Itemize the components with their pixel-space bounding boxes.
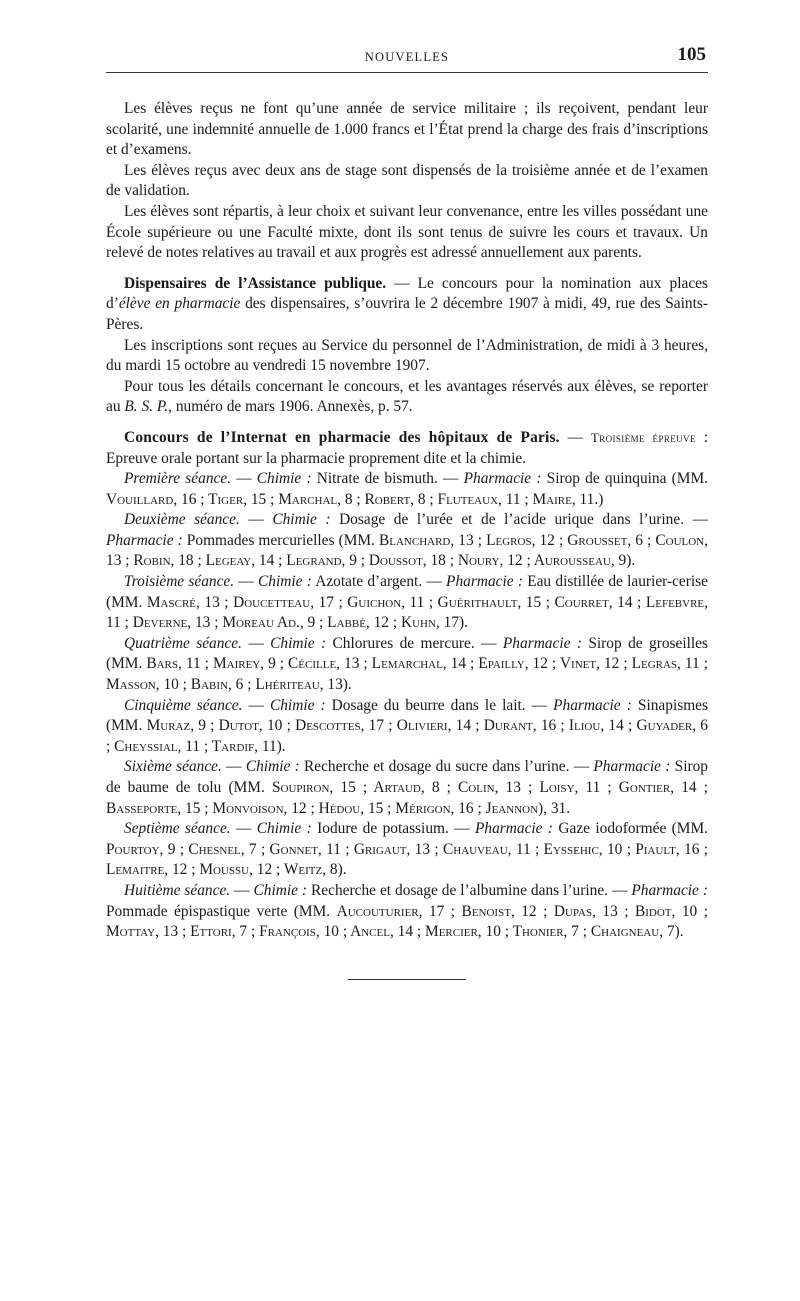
pharmacie-subject: Eau distillée de laurier-cerise (MM. <box>106 573 708 611</box>
paragraph-inscriptions: Les inscriptions sont reçues au Service du personnel de l’Administration, de midi à 3 heures, du mardi 15 octobre au vendredi 15 novembre 1907. <box>106 336 708 375</box>
page-header <box>106 42 708 73</box>
chimie-subject: Recherche et dosage de l’albumine dans l’urine. — <box>307 881 632 899</box>
concours-text: : Epreuve orale portant sur la pharmacie proprement dite et la chimie. <box>106 428 708 467</box>
pharmacie-subject: Sinapismes (MM. <box>106 696 708 735</box>
pharmacie-subject: Sirop de groseilles (MM. <box>106 634 708 673</box>
candidate-list: Pourtoy, 9 ; Chesnel, 7 ; Gonnet, 11 ; Grigaut, 13 ; Chauveau, 11 ; Eyssehic, 10 ; Piault, 16 ; Lemaitre, 12 ; Moussu, 12 ; Weitz, 8). <box>106 840 708 879</box>
dispensaires-text-a: — Le concours pour la nomination aux places d’ <box>106 274 708 313</box>
candidate-list: Mascré, 13 ; Doucetteau, 17 ; Guichon, 11 ; Guérithault, 15 ; Courret, 14 ; Lefebvre, 11 ; Deverne, 13 ; Moreau Ad., 9 ; Labbé, 12 ; Kuhn, 17). <box>106 593 708 632</box>
pharmacie-label: Pharmacie : <box>446 573 523 591</box>
candidate-list: Aucouturier, 17 ; Benoist, 12 ; Dupas, 13 ; Bidot, 10 ; Mottay, 13 ; Ettori, 7 ; François, 10 ; Ancel, 14 ; Mercier, 10 ; Thonier, 7 ; Chaigneau, 7). <box>106 902 708 941</box>
candidate-list: Muraz, 9 ; Dutot, 10 ; Descottes, 17 ; Olivieri, 14 ; Durant, 16 ; Iliou, 14 ; Guyader, 6 ; Cheyssial, 11 ; Tardif, 11). <box>106 717 708 755</box>
pharmacie-label: Pharmacie : <box>502 634 582 652</box>
details-text-a: Pour tous les détails concernant le concours, et les avantages réservés aux élèves, se reporter au <box>106 377 708 416</box>
chimie-subject: Dosage du beurre dans le lait. — <box>325 696 554 714</box>
chimie-subject: Dosage de l’urée et de l’acide urique dans l’urine. — <box>330 511 709 529</box>
session-sixth: Sixième séance. — Chimie : Recherche et dosage du sucre dans l’urine. — Pharmacie : Sirop de baume de tolu (MM. Soupiron, 15 ; Artaud, 8 ; Colin, 13 ; Loisy, 11 ; Gontier, 14 ; Basseporte, 15 ; Monvoison, 12 ; Hédou, 15 ; Mérigon, 16 ; Jeannon), 31. <box>106 758 708 817</box>
chimie-label: Chimie : <box>245 758 300 776</box>
session-label: Sixième séance. <box>124 758 222 776</box>
chimie-label: Chimie : <box>269 696 326 714</box>
chimie-subject: Recherche et dosage du sucre dans l’urine. — <box>299 758 594 776</box>
pharmacie-label: Pharmacie : <box>106 531 183 549</box>
pharmacie-label: Pharmacie : <box>474 820 554 838</box>
concours-heading: Concours de l’Internat en pharmacie des hôpitaux de Paris. <box>124 428 560 446</box>
pharmacie-label: Pharmacie : <box>463 470 542 488</box>
pharmacie-label: Pharmacie : <box>593 758 671 776</box>
chimie-label: Chimie : <box>256 820 312 838</box>
session-fifth: Cinquième séance. — Chimie : Dosage du beurre dans le lait. — Pharmacie : Sinapismes (MM. Muraz, 9 ; Dutot, 10 ; Descottes, 17 ; Olivieri, 14 ; Durant, 16 ; Iliou, 14 ; Guyader, 6 ; Cheyssial, 11 ; Tardif, 11). <box>106 696 708 755</box>
pharmacie-subject: Pommade épispastique verte (MM. <box>106 902 337 920</box>
session-label: Septième séance. <box>124 820 231 838</box>
dispensaires-text-italic: élève en pharmacie <box>118 295 241 313</box>
session-label: Quatrième séance. <box>124 634 242 652</box>
session-third: Troisième séance. — Chimie : Azotate d’argent. — Pharmacie : Eau distillée de laurier-cerise (MM. Mascré, 13 ; Doucetteau, 17 ; Guichon, 11 ; Guérithault, 15 ; Courret, 14 ; Lefebvre, 11 ; Deverne, 13 ; Moreau Ad., 9 ; Labbé, 12 ; Kuhn, 17). <box>106 573 708 632</box>
pharmacie-subject: Gaze iodoformée (MM. <box>553 820 709 838</box>
chimie-subject: Nitrate de bismuth. — <box>311 470 464 488</box>
chimie-label: Chimie : <box>270 634 327 652</box>
session-label: Huitième séance. <box>124 881 231 899</box>
document-page <box>106 42 708 980</box>
paragraph-dispensaires <box>106 274 708 336</box>
paragraph-concours <box>106 428 708 469</box>
concours-epreuve: Troisième épreuve <box>590 429 696 445</box>
chimie-label: Chimie : <box>256 470 312 488</box>
candidate-list: Bars, 11 ; Mairey, 9 ; Cécille, 13 ; Lemarchal, 14 ; Epailly, 12 ; Vinet, 12 ; Legras, 11 ; Masson, 10 ; Babin, 6 ; Lhériteau, 13). <box>106 655 708 694</box>
pharmacie-label: Pharmacie : <box>631 881 708 899</box>
page-number: 105 <box>677 44 706 65</box>
paragraph-stage: Les élèves reçus avec deux ans de stage sont dispensés de la troisième année et de l’examen de validation. <box>106 161 708 200</box>
details-text-c: , numéro de mars 1906. Annexès, p. 57. <box>168 398 413 416</box>
chimie-subject: Azotate d’argent. — <box>311 573 447 591</box>
paragraph-repartition: Les élèves sont répartis, à leur choix et suivant leur convenance, entre les villes possédant une École supérieure ou une Faculté mixte, dont ils sont tenus de suivre les cours et travaux. Un relevé de notes relatives au travail et aux progrès est adressé annuellement aux parents. <box>106 202 708 262</box>
pharmacie-subject: Sirop de baume de tolu (MM. <box>106 758 708 796</box>
session-fourth: Quatrième séance. — Chimie : Chlorures de mercure. — Pharmacie : Sirop de groseilles (MM. Bars, 11 ; Mairey, 9 ; Cécille, 13 ; Lemarchal, 14 ; Epailly, 12 ; Vinet, 12 ; Legras, 11 ; Masson, 10 ; Babin, 6 ; Lhériteau, 13). <box>106 634 708 694</box>
pharmacie-subject: Pommades mercurielles (MM. <box>182 531 379 549</box>
chimie-subject: Chlorures de mercure. — <box>326 634 503 652</box>
paragraph-indemnity: Les élèves reçus ne font qu’une année de service militaire ; ils reçoivent, pendant leur scolarité, une indemnité annuelle de 1.000 francs et l’État prend la charge des frais d’inscriptions et d’examens. <box>106 100 708 159</box>
pharmacie-subject: Sirop de quinquina (MM. <box>541 470 708 488</box>
candidate-list: Blanchard, 13 ; Legros, 12 ; Grousset, 6 ; Coulon, 13 ; Robin, 18 ; Legeay, 14 ; Legrand, 9 ; Doussot, 18 ; Noury, 12 ; Aurousseau, 9). <box>106 531 708 570</box>
pharmacie-label: Pharmacie : <box>553 696 632 714</box>
chimie-label: Chimie : <box>258 573 312 591</box>
concours-dash: — <box>559 428 591 446</box>
details-reference: B. S. P. <box>124 398 169 416</box>
session-eighth: Huitième séance. — Chimie : Recherche et dosage de l’albumine dans l’urine. — Pharmacie : Pommade épispastique verte (MM. Aucouturier, 17 ; Benoist, 12 ; Dupas, 13 ; Bidot, 10 ; Mottay, 13 ; Ettori, 7 ; François, 10 ; Ancel, 14 ; Mercier, 10 ; Thonier, 7 ; Chaigneau, 7). <box>106 881 708 941</box>
session-label: Deuxième séance. <box>124 511 240 529</box>
dispensaires-heading: Dispensaires de l’Assistance publique. <box>124 274 387 292</box>
session-label: Cinquième séance. <box>124 696 243 714</box>
candidate-list: Soupiron, 15 ; Artaud, 8 ; Colin, 13 ; Loisy, 11 ; Gontier, 14 ; Basseporte, 15 ; Monvoison, 12 ; Hédou, 15 ; Mérigon, 16 ; Jeannon), 31. <box>106 779 708 817</box>
chimie-subject: Iodure de potassium. — <box>311 820 475 838</box>
dispensaires-text-c: des dispensaires, s’ouvrira le 2 décembre 1907 à midi, 49, rue des Saints-Pères. <box>106 295 708 333</box>
session-seventh: Septième séance. — Chimie : Iodure de potassium. — Pharmacie : Gaze iodoformée (MM. Pourtoy, 9 ; Chesnel, 7 ; Gonnet, 11 ; Grigaut, 13 ; Chauveau, 11 ; Eyssehic, 10 ; Piault, 16 ; Lemaitre, 12 ; Moussu, 12 ; Weitz, 8). <box>106 820 709 879</box>
chimie-label: Chimie : <box>272 511 331 529</box>
session-second: Deuxième séance. — Chimie : Dosage de l’urée et de l’acide urique dans l’urine. — Pharmacie : Pommades mercurielles (MM. Blanchard, 13 ; Legros, 12 ; Grousset, 6 ; Coulon, 13 ; Robin, 18 ; Legeay, 14 ; Legrand, 9 ; Doussot, 18 ; Noury, 12 ; Aurousseau, 9). <box>106 511 709 570</box>
session-label: Troisième séance. <box>124 573 235 591</box>
candidate-list: Vouillard, 16 ; Tiger, 15 ; Marchal, 8 ; Robert, 8 ; Fluteaux, 11 ; Maire, 11.) <box>106 490 604 508</box>
closing-rule <box>348 979 466 980</box>
session-label: Première séance. <box>124 470 232 488</box>
chimie-label: Chimie : <box>253 881 308 899</box>
session-first: Première séance. — Chimie : Nitrate de bismuth. — Pharmacie : Sirop de quinquina (MM. Vouillard, 16 ; Tiger, 15 ; Marchal, 8 ; Robert, 8 ; Fluteaux, 11 ; Maire, 11.) <box>106 470 708 508</box>
paragraph-details <box>106 377 708 418</box>
running-head: NOUVELLES <box>364 50 450 64</box>
